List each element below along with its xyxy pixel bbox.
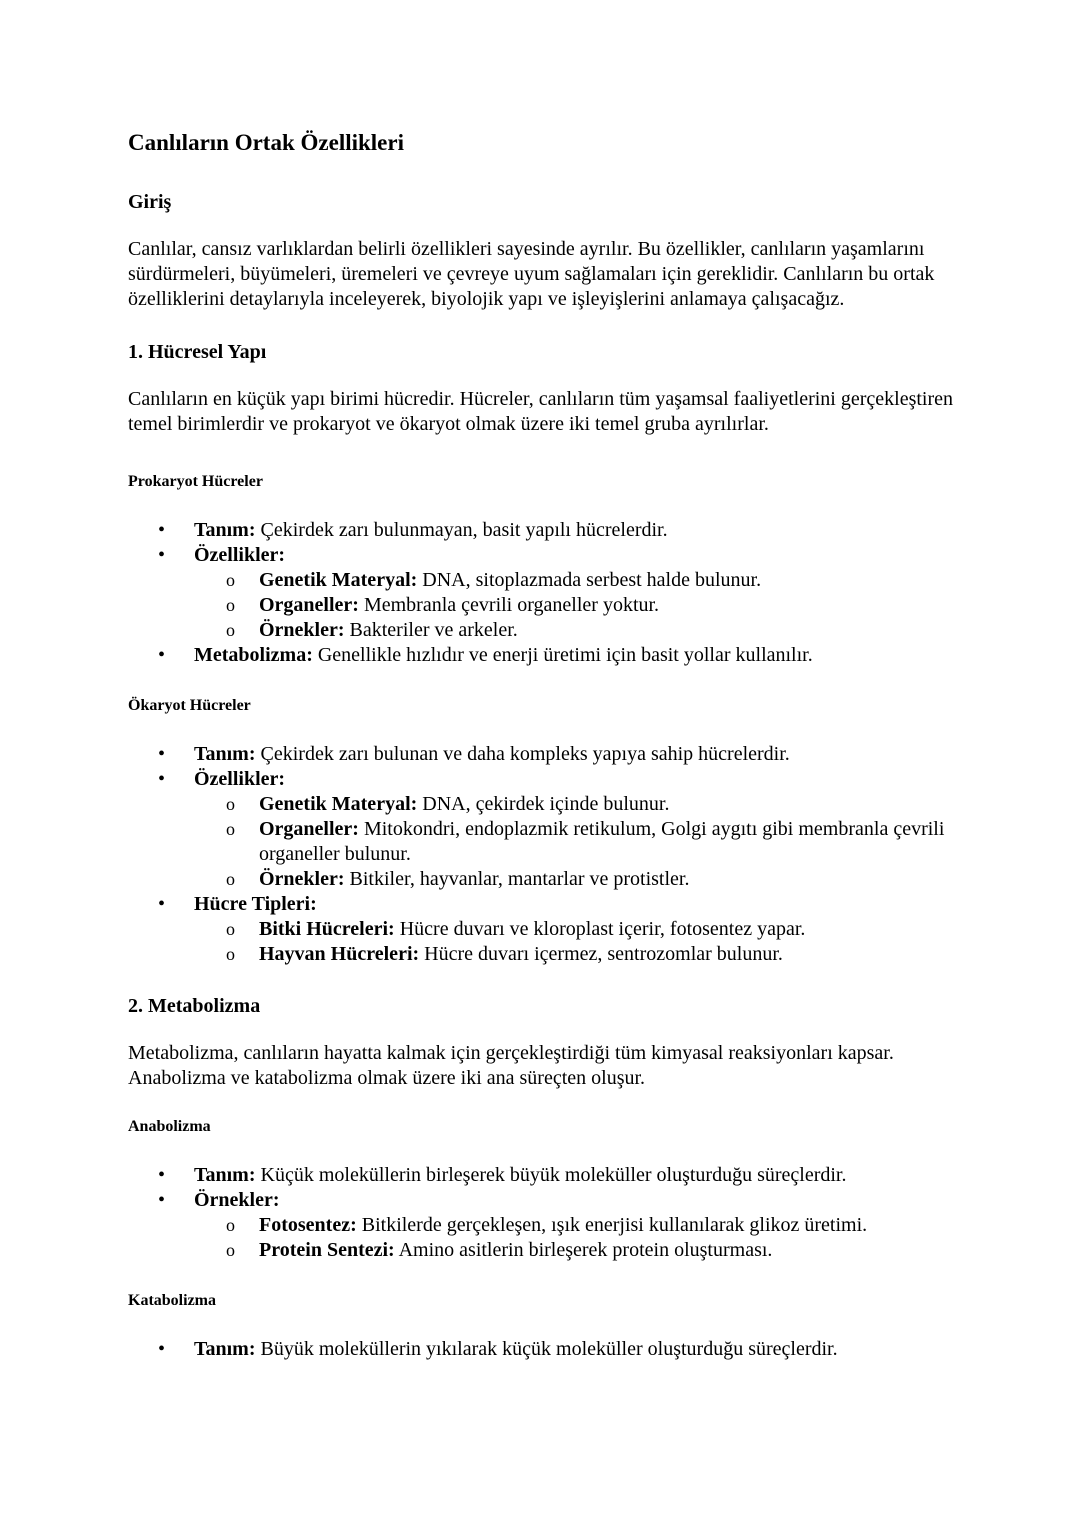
intro-heading: Giriş <box>128 191 172 213</box>
item-label: Tanım: <box>194 1338 256 1360</box>
sub-bullet-icon: o <box>226 1240 235 1260</box>
katabolizma-list <box>128 1337 958 1362</box>
item-text: Membranla çevrili organeller yoktur. <box>358 594 660 616</box>
bullet-icon: • <box>158 1189 166 1211</box>
item-label: Örnekler: <box>259 868 345 890</box>
section2-heading: 2. Metabolizma <box>128 995 261 1017</box>
anabolizma-heading: Anabolizma <box>128 1118 211 1135</box>
item-text: Mitokondri, endoplazmik retikulum, Golgi aygıtı gibi membranla çevrili organeller bulunur. <box>259 818 945 865</box>
katabolizma-heading: Katabolizma <box>128 1292 216 1309</box>
bullet-icon: • <box>158 768 166 790</box>
section2-paragraph: Metabolizma, canlıların hayatta kalmak için gerçekleştirdiği tüm kimyasal reaksiyonları kapsar. Anabolizma ve katabolizma olmak üzere iki ana süreçten oluşur. <box>128 1042 894 1089</box>
cell-types-list <box>194 917 958 967</box>
item-label: Organeller: <box>259 818 359 840</box>
item-label: Genetik Materyal: <box>259 793 418 815</box>
list-item <box>194 917 958 942</box>
sub-bullet-icon: o <box>226 919 235 939</box>
item-label: Genetik Materyal: <box>259 569 418 591</box>
bullet-icon: • <box>158 743 166 765</box>
sub-bullet-icon: o <box>226 620 235 640</box>
prokaryot-list <box>128 518 958 668</box>
document-page <box>128 127 958 1362</box>
item-text: Çekirdek zarı bulunmayan, basit yapılı hücrelerdir. <box>255 519 668 541</box>
item-label: Protein Sentezi: <box>259 1239 395 1261</box>
list-item <box>194 817 958 867</box>
item-text: Hücre duvarı ve kloroplast içerir, fotosentez yapar. <box>394 918 806 940</box>
list-item <box>194 1213 958 1238</box>
prokaryot-heading: Prokaryot Hücreler <box>128 473 263 490</box>
item-text: Hücre duvarı içermez, sentrozomlar bulunur. <box>419 943 783 965</box>
item-text: Bitkilerde gerçekleşen, ışık enerjisi kullanılarak glikoz üretimi. <box>356 1214 868 1236</box>
item-label: Örnekler: <box>194 1189 280 1211</box>
item-text: DNA, çekirdek içinde bulunur. <box>417 793 670 815</box>
item-label: Tanım: <box>194 743 256 765</box>
bullet-icon: • <box>158 893 166 915</box>
item-label: Bitki Hücreleri: <box>259 918 395 940</box>
anabolizma-list <box>128 1163 958 1263</box>
bullet-icon: • <box>158 544 166 566</box>
bullet-icon: • <box>158 1338 166 1360</box>
item-text: Çekirdek zarı bulunan ve daha kompleks yapıya sahip hücrelerdir. <box>255 743 790 765</box>
item-text: Bitkiler, hayvanlar, mantarlar ve protistler. <box>344 868 690 890</box>
list-item <box>194 618 958 643</box>
list-item <box>128 742 958 767</box>
item-label: Hayvan Hücreleri: <box>259 943 420 965</box>
bullet-icon: • <box>158 1164 166 1186</box>
list-item <box>194 1238 958 1263</box>
okaryot-list <box>128 742 958 967</box>
list-item <box>194 593 958 618</box>
item-label: Metabolizma: <box>194 644 313 666</box>
item-text: Bakteriler ve arkeler. <box>344 619 518 641</box>
list-item <box>128 892 958 967</box>
list-item <box>128 1337 958 1362</box>
item-label: Tanım: <box>194 519 256 541</box>
list-item <box>128 1163 958 1188</box>
sub-bullet-icon: o <box>226 1215 235 1235</box>
sub-bullet-icon: o <box>226 570 235 590</box>
sub-bullet-icon: o <box>226 595 235 615</box>
list-item <box>194 867 958 892</box>
sub-bullet-icon: o <box>226 869 235 889</box>
sub-bullet-icon: o <box>226 794 235 814</box>
list-item <box>128 1188 958 1263</box>
item-label: Özellikler: <box>194 768 286 790</box>
item-text: Amino asitlerin birleşerek protein oluşturması. <box>394 1239 773 1261</box>
section1-heading: 1. Hücresel Yapı <box>128 341 267 363</box>
list-item <box>194 942 958 967</box>
sub-bullet-icon: o <box>226 944 235 964</box>
intro-paragraph: Canlılar, cansız varlıklardan belirli özellikleri sayesinde ayrılır. Bu özellikler, canlıların yaşamlarını sürdürmeleri, büyümeleri, üremeleri ve çevreye uyum sağlamaları için gereklidir. Canlıların bu ortak özelliklerini detaylarıyla inceleyerek, biyolojik yapı ve işleyişlerini anlamaya çalışacağız. <box>128 238 935 310</box>
section1-paragraph: Canlıların en küçük yapı birimi hücredir. Hücreler, canlıların tüm yaşamsal faaliyetlerini gerçekleştiren temel birimlerdir ve prokaryot ve ökaryot olmak üzere iki temel gruba ayrılırlar. <box>128 388 953 435</box>
okaryot-heading: Ökaryot Hücreler <box>128 697 251 714</box>
anabolizma-examples-list <box>194 1213 958 1263</box>
item-label: Tanım: <box>194 1164 256 1186</box>
list-item <box>194 792 958 817</box>
list-item <box>194 568 958 593</box>
sub-bullet-icon: o <box>226 819 235 839</box>
bullet-icon: • <box>158 519 166 541</box>
list-item <box>128 767 958 892</box>
item-label: Fotosentez: <box>259 1214 357 1236</box>
item-label: Hücre Tipleri: <box>194 893 317 915</box>
item-text: Küçük moleküllerin birleşerek büyük moleküller oluşturduğu süreçlerdir. <box>255 1164 847 1186</box>
okaryot-features-list <box>194 792 958 892</box>
prokaryot-features-list <box>194 568 958 643</box>
item-label: Özellikler: <box>194 544 286 566</box>
item-label: Örnekler: <box>259 619 345 641</box>
list-item <box>128 543 958 643</box>
item-label: Organeller: <box>259 594 359 616</box>
list-item <box>128 643 958 668</box>
bullet-icon: • <box>158 644 166 666</box>
item-text: Büyük moleküllerin yıkılarak küçük moleküller oluşturduğu süreçlerdir. <box>255 1338 838 1360</box>
item-text: DNA, sitoplazmada serbest halde bulunur. <box>417 569 762 591</box>
document-title: Canlıların Ortak Özellikleri <box>128 130 404 155</box>
item-text: Genellikle hızlıdır ve enerji üretimi için basit yollar kullanılır. <box>312 644 813 666</box>
list-item <box>128 518 958 543</box>
